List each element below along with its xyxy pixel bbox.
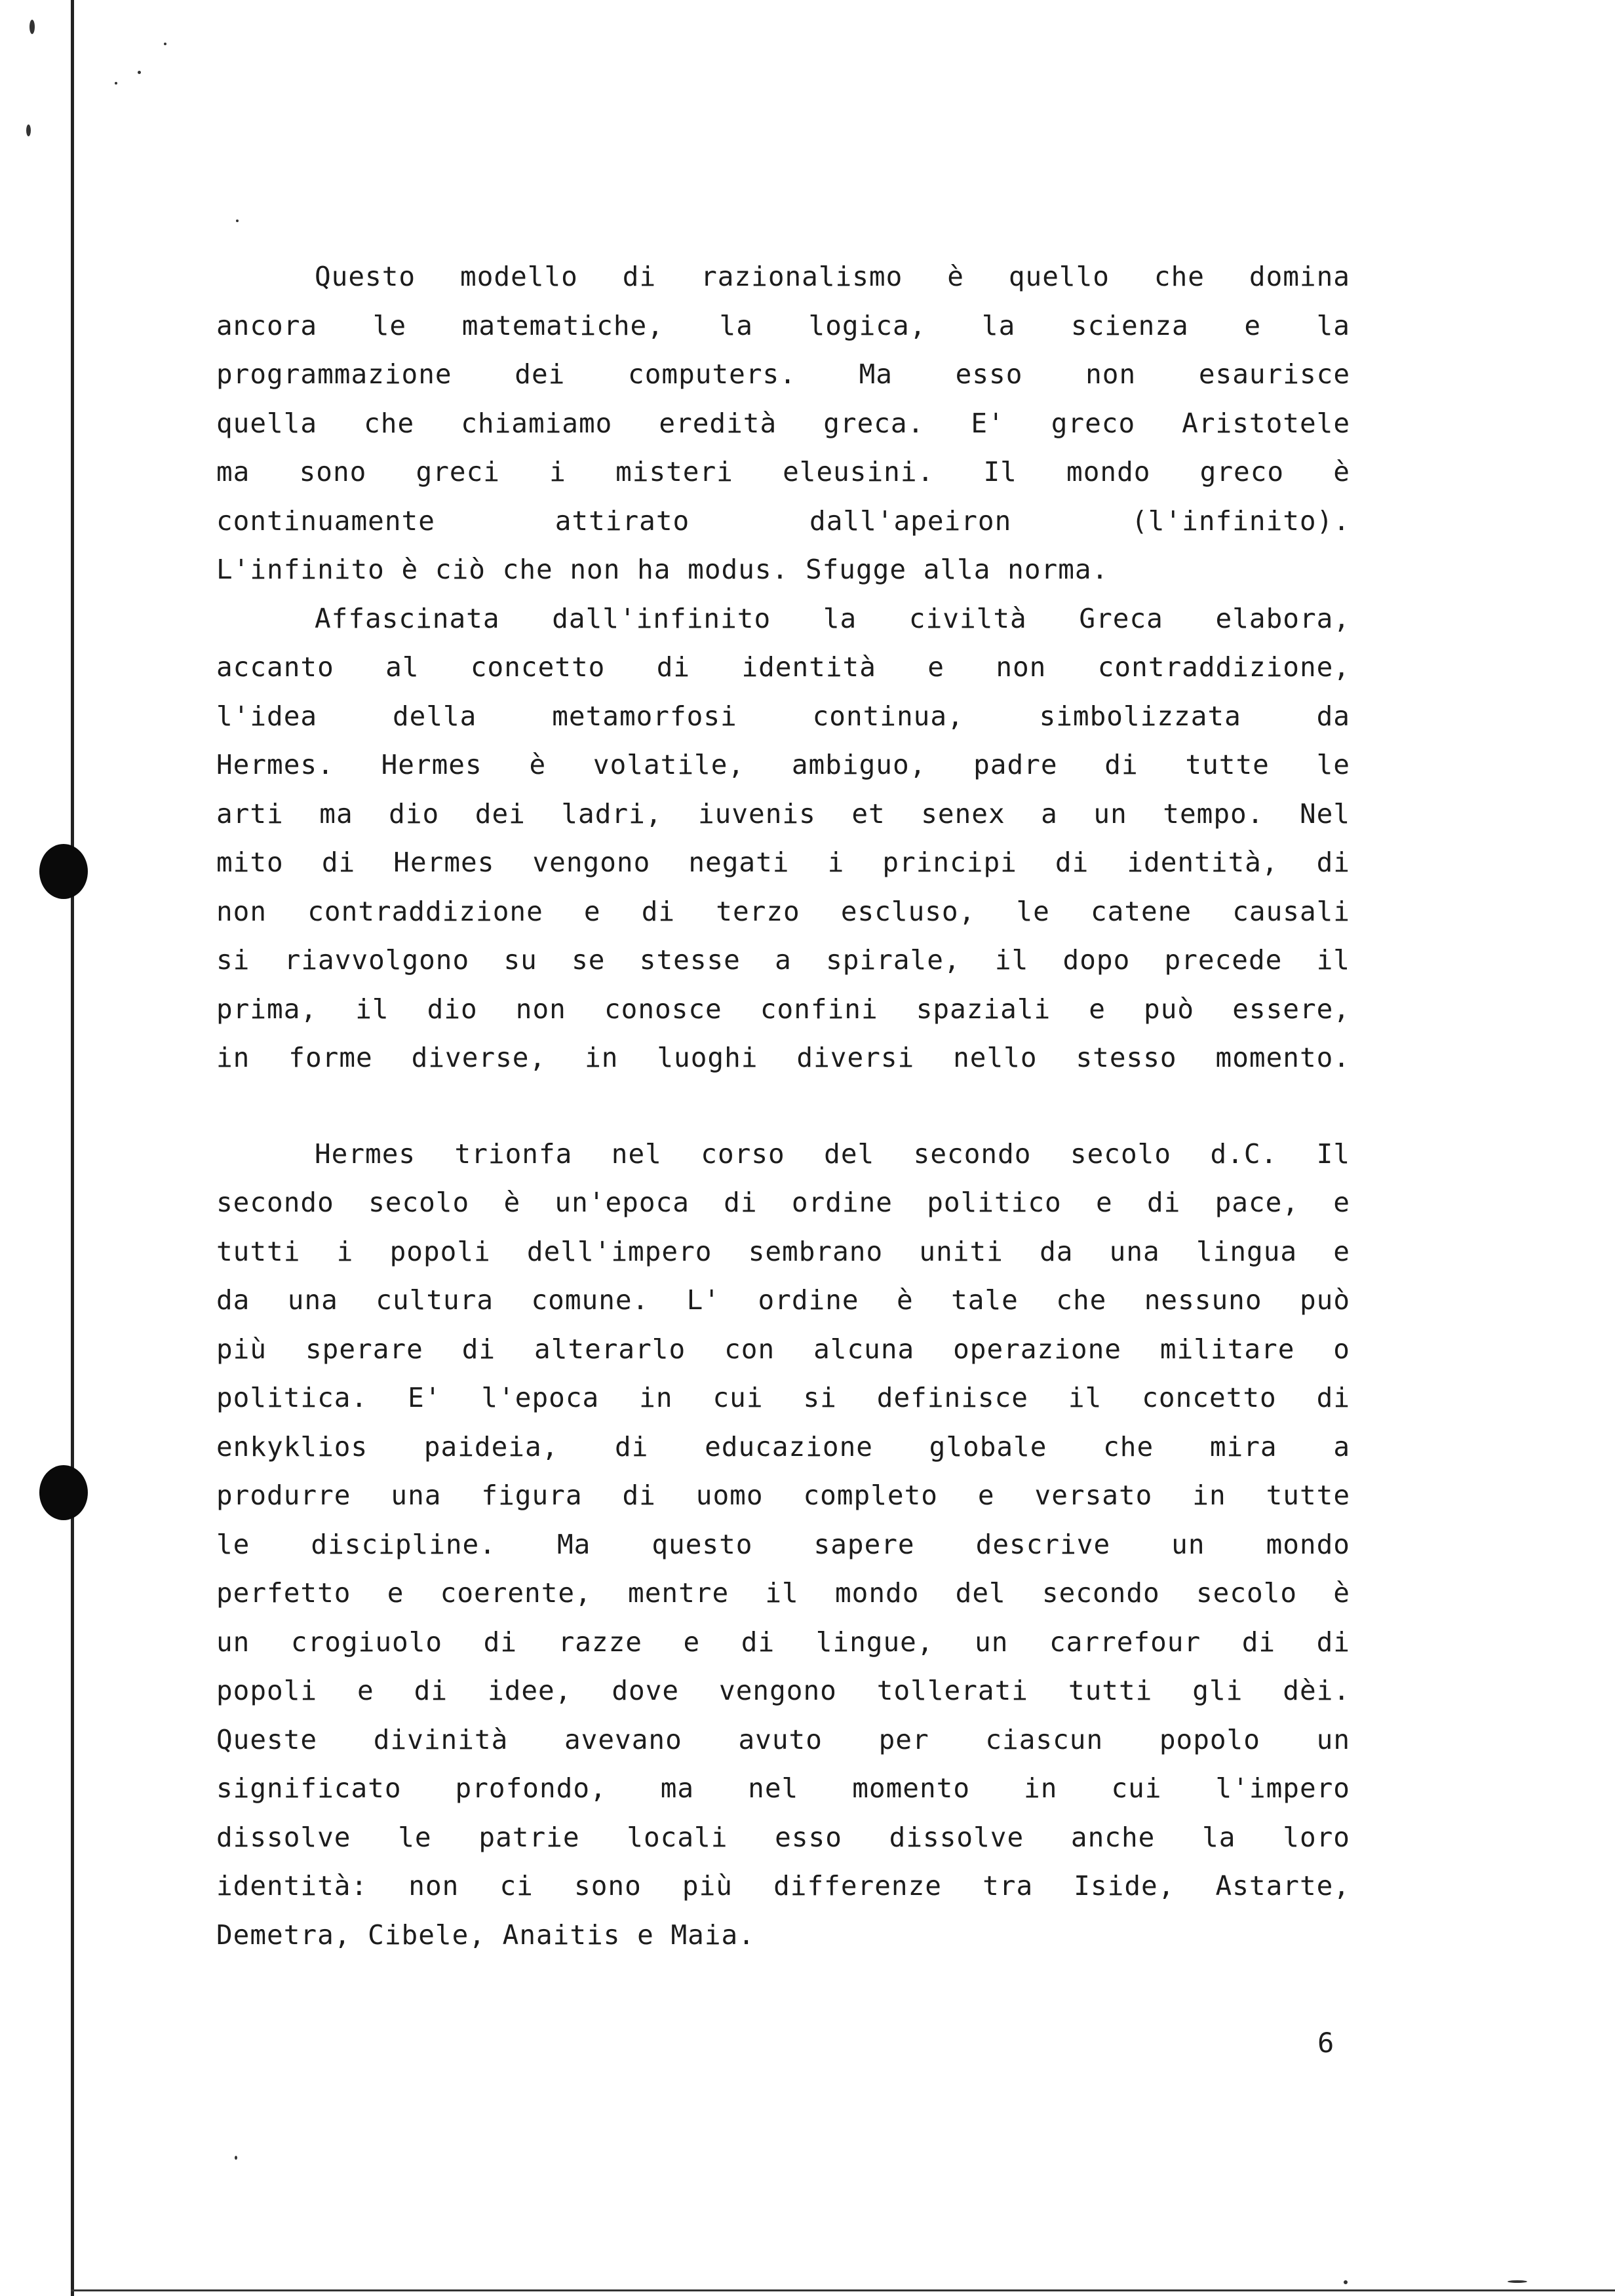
text-line: produrre una figura di uomo completo e versato in tutte	[216, 1480, 1350, 1511]
text-line: accanto al concetto di identità e non contraddizione,	[216, 651, 1350, 683]
text-line: in forme diverse, in luoghi diversi nello stesso momento.	[216, 1042, 1350, 1073]
text-line: dissolve le patrie locali esso dissolve anche la loro	[216, 1821, 1350, 1853]
text-line: L'infinito è ciò che non ha modus. Sfugge alla norma.	[216, 554, 1109, 585]
text-line: programmazione dei computers. Ma esso non esaurisce	[216, 358, 1350, 390]
text-line: si riavvolgono su se stesse a spirale, il dopo precede il	[216, 944, 1350, 976]
text-line: arti ma dio dei ladri, iuvenis et senex a un tempo. Nel	[216, 797, 1350, 830]
text-line: ancora le matematiche, la logica, la scienza e la	[216, 309, 1350, 341]
scan-speck	[164, 43, 166, 45]
text-line: da una cultura comune. L' ordine è tale che nessuno può	[216, 1284, 1350, 1316]
paragraph	[216, 1130, 1350, 1960]
paragraph-gap	[216, 1082, 1350, 1130]
text-line: Affascinata dall'infinito la civiltà Greca elabora,	[315, 602, 1350, 634]
text-line: più sperare di alterarlo con alcuna operazione militare o	[216, 1333, 1350, 1365]
scan-speck	[1344, 2280, 1348, 2284]
page-number: 6	[1317, 2027, 1334, 2059]
text-line: continuamente attirato dall'apeiron (l'infinito).	[216, 505, 1350, 537]
text-line: popoli e di idee, dove vengono tollerati tutti gli dèi.	[216, 1675, 1350, 1706]
page-margin-rule	[71, 0, 74, 2296]
text-line: politica. E' l'epoca in cui si definisce il concetto di	[216, 1382, 1350, 1413]
scan-speck	[138, 71, 141, 74]
text-line: le discipline. Ma questo sapere descrive un mondo	[216, 1528, 1350, 1560]
scan-speck	[235, 2156, 237, 2160]
scan-speck	[26, 124, 31, 136]
text-line: significato profondo, ma nel momento in cui l'impero	[216, 1772, 1350, 1804]
text-line: mito di Hermes vengono negati i principi di identità, di	[216, 847, 1350, 878]
text-line: tutti i popoli dell'impero sembrano uniti da una lingua e	[216, 1235, 1350, 1267]
text-line: prima, il dio non conosce confini spaziali e può essere,	[216, 993, 1350, 1025]
document-body	[216, 252, 1350, 1959]
punch-hole-bottom	[39, 1465, 88, 1520]
text-line: Hermes. Hermes è volatile, ambiguo, padre di tutte le	[216, 749, 1350, 780]
scan-speck	[115, 82, 117, 85]
page-bottom-rule	[71, 2289, 1615, 2291]
text-line: non contraddizione e di terzo escluso, le catene causali	[216, 895, 1350, 927]
text-line: un crogiuolo di razze e di lingue, un carrefour di di	[216, 1626, 1350, 1658]
text-line: perfetto e coerente, mentre il mondo del secondo secolo è	[216, 1577, 1350, 1609]
text-line: Questo modello di razionalismo è quello che domina	[315, 261, 1350, 292]
text-line: ma sono greci i misteri eleusini. Il mondo greco è	[216, 456, 1350, 488]
paragraph	[216, 252, 1350, 594]
scan-speck	[236, 220, 239, 222]
text-line: quella che chiamiamo eredità greca. E' greco Aristotele	[216, 407, 1350, 439]
punch-hole-top	[39, 844, 88, 899]
text-line: l'idea della metamorfosi continua, simbolizzata da	[216, 700, 1350, 732]
scan-speck	[29, 20, 35, 34]
text-line: Demetra, Cibele, Anaitis e Maia.	[216, 1919, 755, 1951]
text-line: Queste divinità avevano avuto per ciascun popolo un	[216, 1723, 1350, 1755]
text-line: secondo secolo è un'epoca di ordine politico e di pace, e	[216, 1187, 1350, 1218]
scan-speck	[1508, 2280, 1527, 2283]
text-line: Hermes trionfa nel corso del secondo secolo d.C. Il	[315, 1138, 1350, 1170]
paragraph	[216, 594, 1350, 1082]
text-line: enkyklios paideia, di educazione globale che mira a	[216, 1430, 1350, 1463]
text-line: identità: non ci sono più differenze tra Iside, Astarte,	[216, 1870, 1350, 1902]
